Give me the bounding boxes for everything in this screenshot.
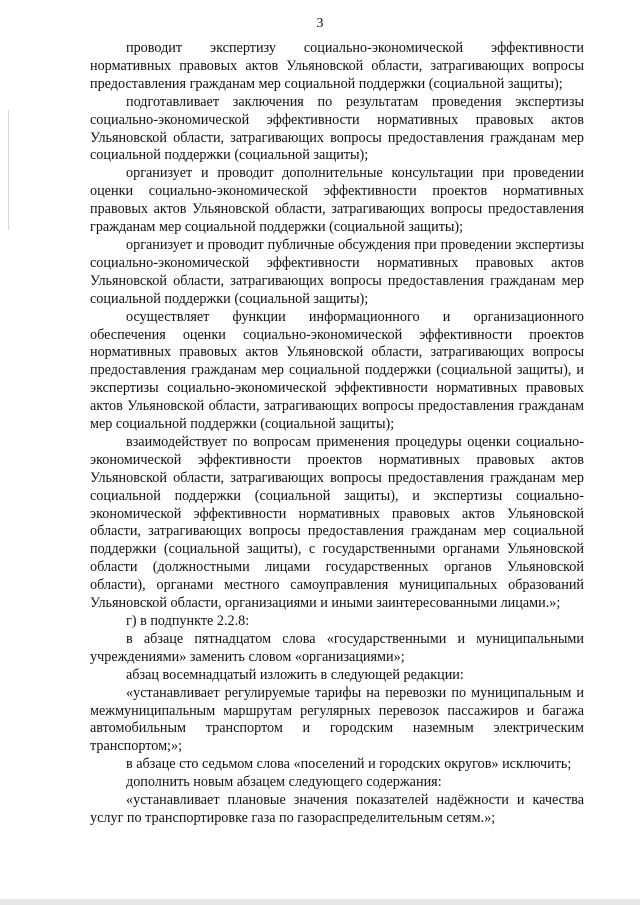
paragraph: г) в подпункте 2.2.8: (126, 613, 250, 629)
paragraph: осуществляет функции информационного и организационного обеспечения оценки социально-экономической эффективности проектов нормативных правовых актов Ульяновской области, затрагивающих вопросы предоставления гражданам мер социальной поддержки (социальной защиты), и экспертизы социально-экономической эффективности нормативных правовых актов Ульяновской области, затрагивающих вопросы предоставления гражданам мер социальной поддержки (социальной защиты); (90, 308, 584, 433)
paragraph: абзац восемнадцатый изложить в следующей редакции: (126, 666, 464, 683)
paragraph: дополнить новым абзацем следующего содержания: (126, 774, 442, 791)
document-body (90, 40, 584, 828)
paragraph: «устанавливает плановые значения показателей надёжности и качества услуг по транспортировке газа по газораспределительным сетям.»; (90, 792, 584, 826)
paragraph: взаимодействует по вопросам применения процедуры оценки социально-экономической эффективности проектов нормативных правовых актов Ульяновской области, затрагивающих вопросы предоставления гражданам мер социальной поддержки (социальной защиты), и экспертизы социально-экономической эффективности нормативных правовых актов Ульяновской области, затрагивающих вопросы предоставления гражданам мер социальной поддержки (социальной защиты), с государственными органами Ульяновской области (должностными лицами государственных органов Ульяновской области), органами местного самоуправления муниципальных образований Ульяновской области, организациями и иными заинтересованными лицами.»; (90, 433, 584, 612)
page-number: 3 (316, 16, 324, 31)
scan-bottom-edge (0, 899, 640, 905)
paragraph: подготавливает заключения по результатам проведения экспертизы социально-экономической эффективности нормативных правовых актов Ульяновской области, затрагивающих вопросы предоставления гражданам мер социальной поддержки (социальной защиты); (90, 93, 584, 164)
paragraph: проводит экспертизу социально-экономической эффективности нормативных правовых актов Ульяновской области, затрагивающих вопросы предоставления гражданам мер социальной поддержки (социальной защиты); (90, 40, 584, 92)
paragraph: в абзаце пятнадцатом слова «государственными и муниципальными учреждениями» заменить словом «организациями»; (90, 630, 584, 665)
paragraph: организует и проводит публичные обсуждения при проведении экспертизы социально-экономической эффективности нормативных правовых актов Ульяновской области, затрагивающих вопросы предоставления гражданам мер социальной поддержки (социальной защиты); (90, 236, 584, 307)
scan-margin-mark (8, 110, 9, 230)
paragraph: «устанавливает регулируемые тарифы на перевозки по муниципальным и межмуниципальным маршрутам регулярных перевозок пассажиров и багажа автомобильным транспортом и городским наземным электрическим транспортом;»; (90, 684, 584, 755)
paragraph: в абзаце сто седьмом слова «поселений и городских округов» исключить; (126, 756, 572, 773)
paragraph: организует и проводит дополнительные консультации при проведении оценки социально-экономической эффективности проектов нормативных правовых актов Ульяновской области, затрагивающих вопросы предоставления гражданам мер социальной поддержки (социальной защиты); (90, 165, 584, 236)
